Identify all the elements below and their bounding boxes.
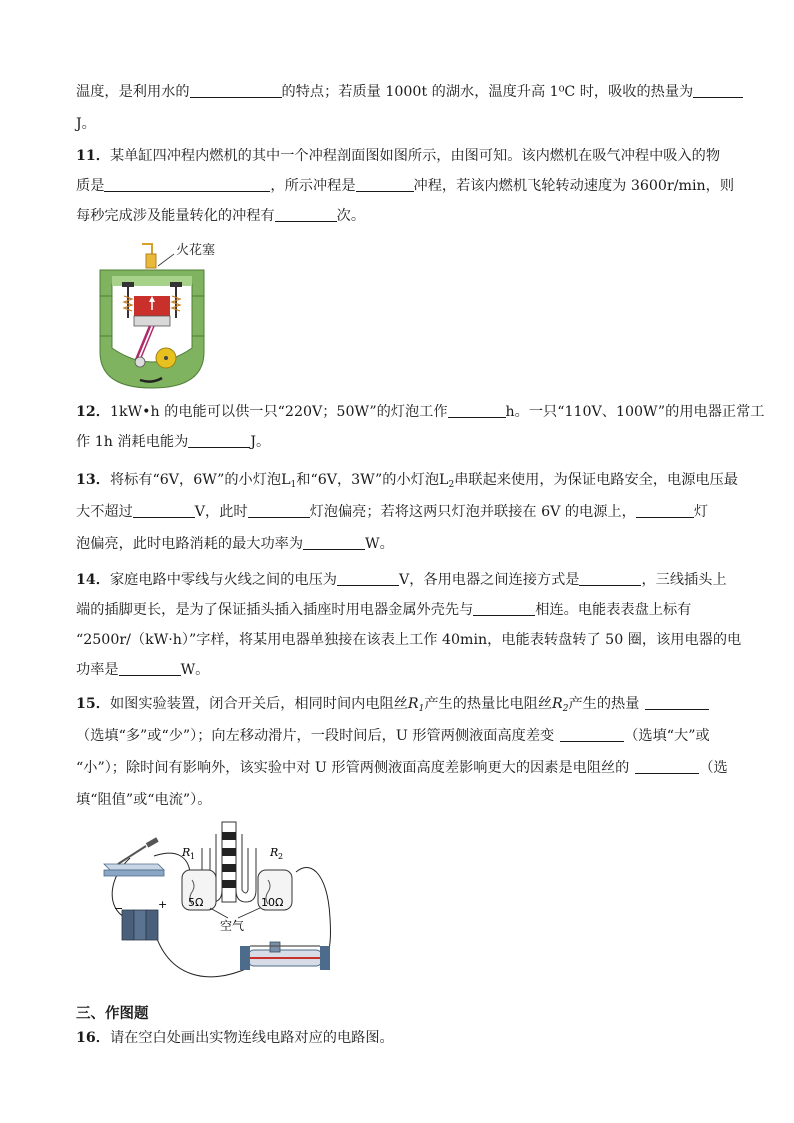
answer-blank[interactable] xyxy=(104,177,270,192)
symbol-R: R xyxy=(552,696,563,712)
text: 灯泡偏亮；若将这两只灯泡并联接在 6V 的电源上， xyxy=(309,504,636,520)
joule-heating-experiment-figure xyxy=(98,818,348,996)
answer-blank[interactable] xyxy=(248,503,310,518)
answer-blank[interactable] xyxy=(337,571,399,586)
q15-line-4 xyxy=(76,790,211,810)
text: V，各用电器之间连接方式是 xyxy=(398,572,580,588)
q12-line-1 xyxy=(76,402,764,422)
text: 功率是 xyxy=(76,662,119,678)
q13-line-2 xyxy=(76,502,708,522)
resistor-5-ohm-label: 5Ω xyxy=(188,896,204,909)
q14-line-2 xyxy=(76,600,691,620)
answer-blank[interactable] xyxy=(693,83,743,98)
answer-blank[interactable] xyxy=(645,695,709,710)
question-number: 13． xyxy=(76,472,110,488)
q14-line-1 xyxy=(76,570,727,590)
text: （选填“多”或“少”）；向左移动滑片，一段时间后，U 形管两侧液面高度差变 xyxy=(76,728,555,744)
q16-line-1 xyxy=(76,1028,394,1048)
question-number: 15． xyxy=(76,696,110,712)
text: 冲程，若该内燃机飞轮转动速度为 3600r/min，则 xyxy=(413,178,735,194)
q11-line-2 xyxy=(76,176,734,196)
text: W。 xyxy=(180,662,210,678)
text: 温度，是利用水的 xyxy=(76,84,190,100)
battery-negative-label: − xyxy=(114,902,124,915)
question-number: 16． xyxy=(76,1030,110,1046)
text: 次。 xyxy=(336,208,366,224)
symbol-L: L xyxy=(281,472,291,488)
answer-blank[interactable] xyxy=(190,83,282,98)
r1-subscript: 1 xyxy=(190,852,196,861)
text: 将标有“6V，6W”的小灯泡 xyxy=(109,472,282,488)
subscript: 2 xyxy=(448,480,455,490)
text: ，三线插头上 xyxy=(641,572,727,588)
text: 1kW•h 的电能可以供一只“220V；50W”的灯泡工作 xyxy=(109,404,448,420)
text: 和“6V，3W”的小灯泡 xyxy=(296,472,440,488)
text: “小”）；除时间有影响外，该实验中对 U 形管两侧液面高度差影响更大的因素是电阻丝的 xyxy=(76,760,630,776)
answer-blank[interactable] xyxy=(473,601,535,616)
resistor-10-ohm-label: 10Ω xyxy=(261,896,284,909)
q13-line-1 xyxy=(76,470,738,495)
text: 作 1h 消耗电能为 xyxy=(76,434,189,450)
r2-label: R xyxy=(270,846,279,859)
subscript: 1 xyxy=(418,704,425,714)
question-number: 12． xyxy=(76,404,110,420)
answer-blank[interactable] xyxy=(356,177,414,192)
subscript: 2 xyxy=(562,704,569,714)
r1-label: R xyxy=(182,846,191,859)
text: 每秒完成涉及能量转化的冲程有 xyxy=(76,208,275,224)
answer-blank[interactable] xyxy=(448,403,506,418)
text: 大不超过 xyxy=(76,504,133,520)
answer-blank[interactable] xyxy=(303,535,365,550)
text: 串联起来使用，为保证电路安全，电源电压最 xyxy=(454,472,738,488)
answer-blank[interactable] xyxy=(635,759,699,774)
text: J。 xyxy=(250,434,271,450)
spark-plug-label: 火花塞 xyxy=(176,243,216,258)
text: 泡偏亮，此时电路消耗的最大功率为 xyxy=(76,536,304,552)
text: W。 xyxy=(365,536,394,552)
text: 的特点；若质量 1000t 的湖水，温度升高 1⁰C 时，吸收的热量为 xyxy=(281,84,694,100)
text: （选 xyxy=(699,760,728,776)
text: 灯 xyxy=(693,504,709,520)
text: 家庭电路中零线与火线之间的电压为 xyxy=(109,572,337,588)
symbol-L: L xyxy=(439,472,449,488)
q14-line-3 xyxy=(76,630,741,650)
answer-blank[interactable] xyxy=(119,661,181,676)
text: 某单缸四冲程内燃机的其中一个冲程剖面图如图所示，由图可知。该内燃机在吸气冲程中吸入的物 xyxy=(109,148,721,164)
text: 质是 xyxy=(76,178,105,194)
q11-line-3 xyxy=(76,206,365,226)
air-label: 空气 xyxy=(220,919,245,933)
q14-line-4 xyxy=(76,660,209,680)
answer-blank[interactable] xyxy=(133,503,195,518)
text: （选填“大”或 xyxy=(624,728,710,744)
text: h。一只“110V、100W”的用电器正常工 xyxy=(505,404,765,420)
r2-subscript: 2 xyxy=(278,852,284,861)
symbol-R: R xyxy=(407,696,419,712)
q15-line-2 xyxy=(76,726,710,746)
text: J。 xyxy=(76,116,96,132)
answer-blank[interactable] xyxy=(560,727,624,742)
subscript: 1 xyxy=(290,480,297,490)
text: 产生的热量 xyxy=(568,696,640,712)
text: 端的插脚更长，是为了保证插头插入插座时用电器金属外壳先与 xyxy=(76,602,474,618)
question-number: 14． xyxy=(76,572,110,588)
q15-line-1 xyxy=(76,694,709,719)
text: V，此时 xyxy=(194,504,248,520)
answer-blank[interactable] xyxy=(188,433,250,448)
q11-line-1 xyxy=(76,146,720,166)
section-heading: 三、作图题 xyxy=(76,1005,149,1022)
text: 相连。电能表表盘上标有 xyxy=(535,602,692,618)
q12-line-2 xyxy=(76,432,270,452)
q15-line-3 xyxy=(76,758,728,778)
q10-line-2 xyxy=(76,114,96,134)
text: 填“阻值”或“电流”）。 xyxy=(76,792,212,808)
answer-blank[interactable] xyxy=(579,571,641,586)
text: “2500r/（kW·h）”字样，将某用电器单独接在该表上工作 40min，电能表转盘转了 50 圈，该用电器的电 xyxy=(76,632,742,648)
answer-blank[interactable] xyxy=(275,207,337,222)
q13-line-3 xyxy=(76,534,394,554)
text: ，所示冲程是 xyxy=(270,178,356,194)
battery-positive-label: + xyxy=(158,898,168,911)
question-number: 11． xyxy=(76,148,110,164)
q10-line-1 xyxy=(76,82,743,102)
text: 请在空白处画出实物连线电路对应的电路图。 xyxy=(109,1030,394,1046)
engine-cross-section-figure xyxy=(96,236,236,392)
answer-blank[interactable] xyxy=(636,503,694,518)
text: 产生的热量比电阻丝 xyxy=(424,696,553,712)
text: 如图实验装置，闭合开关后，相同时间内电阻丝 xyxy=(109,696,408,712)
